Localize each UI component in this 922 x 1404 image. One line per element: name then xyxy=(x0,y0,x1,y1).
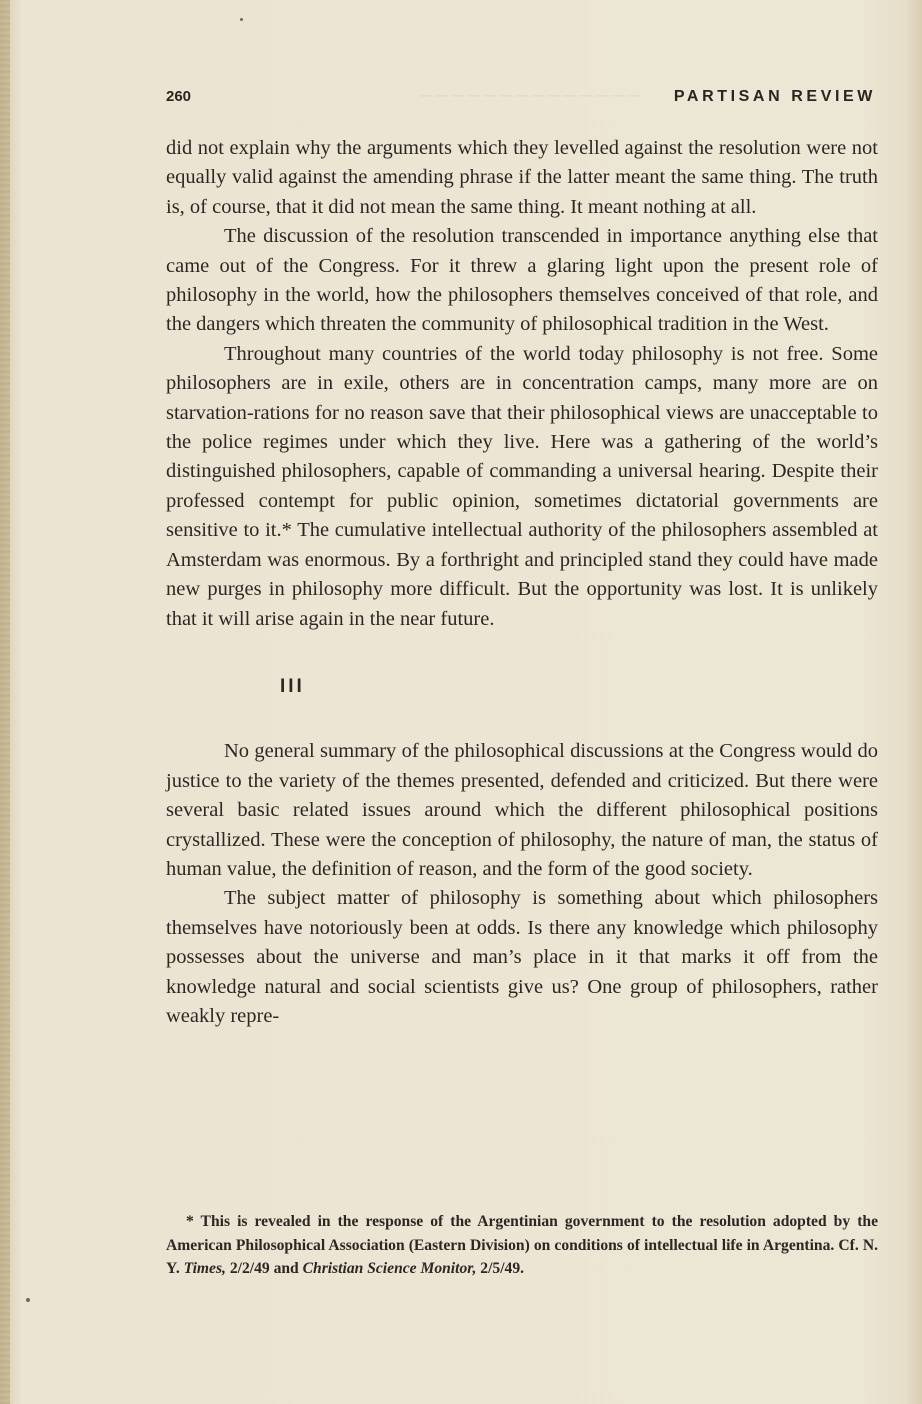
footnote-date: 2/2/49 and xyxy=(225,1260,303,1277)
page-binding-edge xyxy=(0,0,10,1404)
paragraph: No general summary of the philosophical discussions at the Congress would do justice to the variety of the themes presented, defended and criticized. But there were several basic related issues around which the different philosophical positions crystallized. These were the conception of philosophy, the nature of man, the status of human value, the definition of reason, and the form of the good society. xyxy=(166,740,878,880)
footnote-text: This is revealed in the response of the Argentinian government to the resolution adopted by the American Philosophical Association (Eastern Division) on conditions of intellectual life in Argentina. Cf. N. Y. xyxy=(166,1213,878,1277)
footnote-marker: * xyxy=(186,1213,194,1230)
footnote-source-monitor: Christian Science Monitor, xyxy=(302,1260,477,1277)
body-text xyxy=(166,134,878,1031)
page-number: 260 xyxy=(166,88,192,105)
running-head: PARTISAN REVIEW xyxy=(673,88,876,105)
paragraph: did not explain why the arguments which they levelled against the resolution were not equally valid against the amending phrase if the latter meant the same thing. The truth is, of course, that it did not mean the same thing. It meant nothing at all. xyxy=(166,137,878,218)
paragraph: The subject matter of philosophy is something about which philosophers themselves have notoriously been at odds. Is there any knowledge which philosophy possesses about the universe and man’s place in it that marks it off from the knowledge natural and social scientists give us? One group of philosophers, rather weakly repre- xyxy=(166,887,878,1027)
footnote xyxy=(166,1210,878,1281)
print-speck xyxy=(26,1298,30,1302)
footnote-date: 2/5/49. xyxy=(476,1260,525,1277)
page-header xyxy=(0,86,922,112)
section-numeral: III xyxy=(280,675,305,697)
bleed-through-text: ────────────── xyxy=(420,86,645,105)
paragraph: Throughout many countries of the world today philosophy is not free. Some philosophers are in exile, others are in concentration camps, many more are on starvation-rations for no reason save that their philosophical views are unacceptable to the police regimes under which they live. Here was a gathering of the world’s distinguished philosophers, capable of commanding a universal hearing. Despite their professed contempt for public opinion, sometimes dictatorial governments are sensitive to it.* The cumulative intellectual authority of the philosophers assembled at Amsterdam was enormous. By a forthright and principled stand they could have made new purges in philosophy more difficult. But the opportunity was lost. It is unlikely that it will arise again in the near future. xyxy=(166,342,878,630)
print-speck xyxy=(240,18,243,21)
paragraph: The discussion of the resolution transcended in importance anything else that came out of the Congress. For it threw a glaring light upon the present role of philosophy in the world, how the philosophers themselves conceived of that role, and the dangers which threaten the community of philosophical tradition in the West. xyxy=(166,225,878,336)
footnote-source-times: Times, xyxy=(183,1260,226,1277)
